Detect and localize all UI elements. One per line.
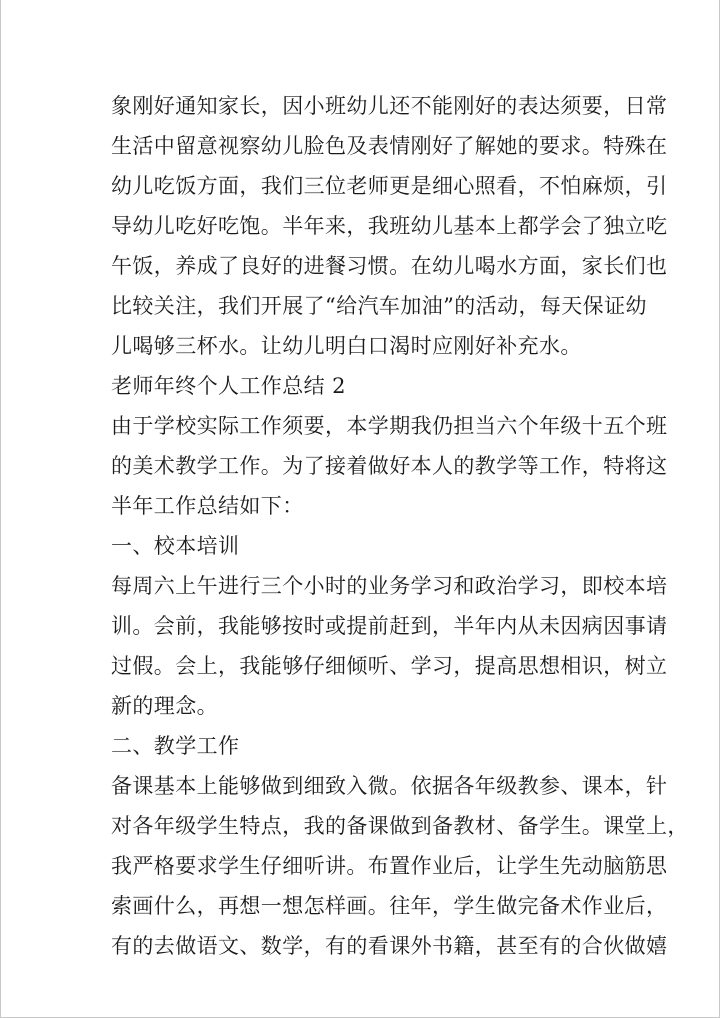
section-heading: 一、校本培训 <box>111 534 240 558</box>
body-text-line: 每周六上午进行三个小时的业务学习和政治学习，即校本培 <box>111 574 668 598</box>
body-text-line: 比较关注，我们开展了“给汽车加油”的活动，每天保证幼 <box>111 294 647 318</box>
body-text-line: 半年工作总结如下： <box>111 494 304 518</box>
body-text-line: 象刚好通知家长，因小班幼儿还不能刚好的表达须要，日常 <box>111 94 668 118</box>
body-text-line: 新的理念。 <box>111 694 218 718</box>
body-text-line: 由于学校实际工作须要，本学期我仍担当六个年级十五个班 <box>111 414 668 438</box>
body-text-line: 生活中留意视察幼儿脸色及表情刚好了解她的要求。特殊在 <box>111 134 668 158</box>
body-text-line: 过假。会上，我能够仔细倾听、学习，提高思想相识，树立 <box>111 654 668 678</box>
body-text-line: 备课基本上能够做到细致入微。依据各年级教参、课本，针 <box>111 774 668 798</box>
document-body <box>111 86 689 966</box>
body-text-line: 儿喝够三杯水。让幼儿明白口渴时应刚好补充水。 <box>111 334 582 358</box>
section-heading: 老师年终个人工作总结 2 <box>111 374 346 398</box>
body-text-line: 导幼儿吃好吃饱。半年来，我班幼儿基本上都学会了独立吃 <box>111 214 668 238</box>
body-text-line: 索画什么，再想一想怎样画。往年，学生做完备术作业后， <box>111 894 668 918</box>
body-text-line: 有的去做语文、数学，有的看课外书籍，甚至有的合伙做嬉 <box>111 934 668 958</box>
section-heading: 二、教学工作 <box>111 734 240 758</box>
body-text-line: 对各年级学生特点，我的备课做到备教材、备学生。课堂上， <box>111 814 689 838</box>
body-text-line: 午饭，养成了良好的进餐习惯。在幼儿喝水方面，家长们也 <box>111 254 668 278</box>
body-text-line: 我严格要求学生仔细听讲。布置作业后，让学生先动脑筋思 <box>111 854 668 878</box>
body-text-line: 训。会前，我能够按时或提前赶到，半年内从未因病因事请 <box>111 614 668 638</box>
body-text-line: 的美术教学工作。为了接着做好本人的教学等工作，特将这 <box>111 454 668 478</box>
body-text-line: 幼儿吃饭方面，我们三位老师更是细心照看，不怕麻烦，引 <box>111 174 668 198</box>
